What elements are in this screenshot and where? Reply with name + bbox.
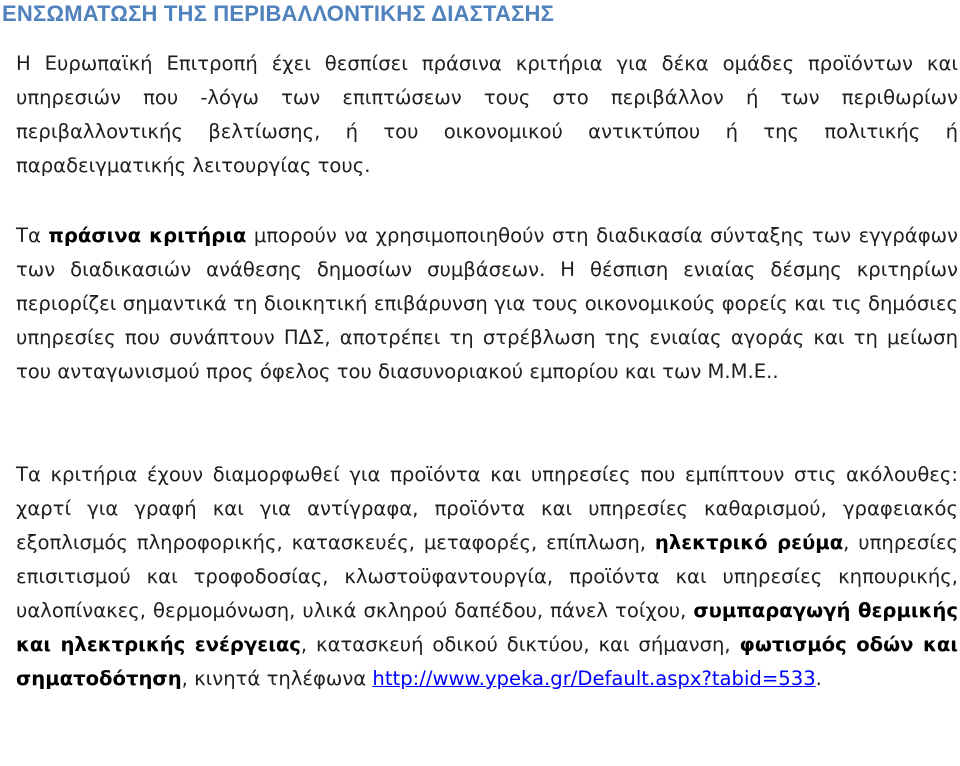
- paragraph-product-groups: [16, 458, 958, 696]
- bold-cogeneration: συμπαραγωγή θερμικής και ηλεκτρικής ενέργειας: [16, 599, 958, 656]
- paragraph-text: Τα κριτήρια έχουν διαμορφωθεί για προϊόντα και υπηρεσίες που εμπίπτουν στις ακόλουθες: χαρτί για γραφή και για αντίγραφα, προϊόντα και υπηρεσίες καθαρισμού, γραφειακός εξοπλισμός πληροφορικής, κατασκευές, μεταφορές, επίπλωση,: [16, 463, 958, 554]
- paragraph-text: μπορούν να χρησιμοποιηθούν στη διαδικασία σύνταξης των εγγράφων των διαδικασιών ανάθεσης δημοσίων συμβάσεων. Η θέσπιση ενιαίας δέσμης κριτηρίων περιορίζει σημαντικά τη διοικητική επιβάρυνση για τους οικονομικούς φορείς και τις δημόσιες υπηρεσίες που συνάπτουν ΠΔΣ, αποτρέπει τη στρέβλωση της ενιαίας αγοράς και τη μείωση του ανταγωνισμού προς όφελος του διασυνοριακού εμπορίου και των Μ.Μ.Ε..: [16, 224, 958, 383]
- paragraph-green-criteria: [16, 219, 958, 389]
- paragraph-text: , υπηρεσίες επισιτισμού και τροφοδοσίας, κλωστοϋφαντουργία, προϊόντα και υπηρεσίες κηπουρικής, υαλοπίνακες, θερμομόνωση, υλικά σκληρού δαπέδου, πάνελ τοίχου,: [16, 531, 958, 622]
- paragraph-text: , κατασκευή οδικού δικτύου, και σήμανση,: [300, 633, 740, 656]
- bold-street-lighting: φωτισμός οδών και σηματοδότηση: [16, 633, 958, 690]
- paragraph-text: .: [815, 667, 822, 690]
- paragraph-text: Τα: [16, 224, 49, 247]
- paragraph-european-commission: [16, 47, 958, 183]
- bold-green-criteria: πράσινα κριτήρια: [48, 224, 247, 247]
- bold-electricity: ηλεκτρικό ρεύμα: [654, 531, 844, 554]
- ypeka-link[interactable]: http://www.ypeka.gr/Default.aspx?tabid=533: [372, 667, 816, 690]
- page-title: ΕΝΣΩΜΑΤΩΣΗ ΤΗΣ ΠΕΡΙΒΑΛΛΟΝΤΙΚΗΣ ΔΙΑΣΤΑΣΗΣ: [2, 1, 555, 26]
- paragraph-text: , κινητά τηλέφωνα: [181, 667, 367, 690]
- paragraph-text: Η Ευρωπαϊκή Επιτροπή έχει θεσπίσει πράσινα κριτήρια για δέκα ομάδες προϊόντων και υπηρεσιών που -λόγω των επιπτώσεων τους στο περιβάλλον ή των περιθωρίων περιβαλλοντικής βελτίωσης, ή του οικονομικού αντικτύπου ή της πολιτικής ή παραδειγματικής λειτουργίας τους.: [16, 52, 958, 177]
